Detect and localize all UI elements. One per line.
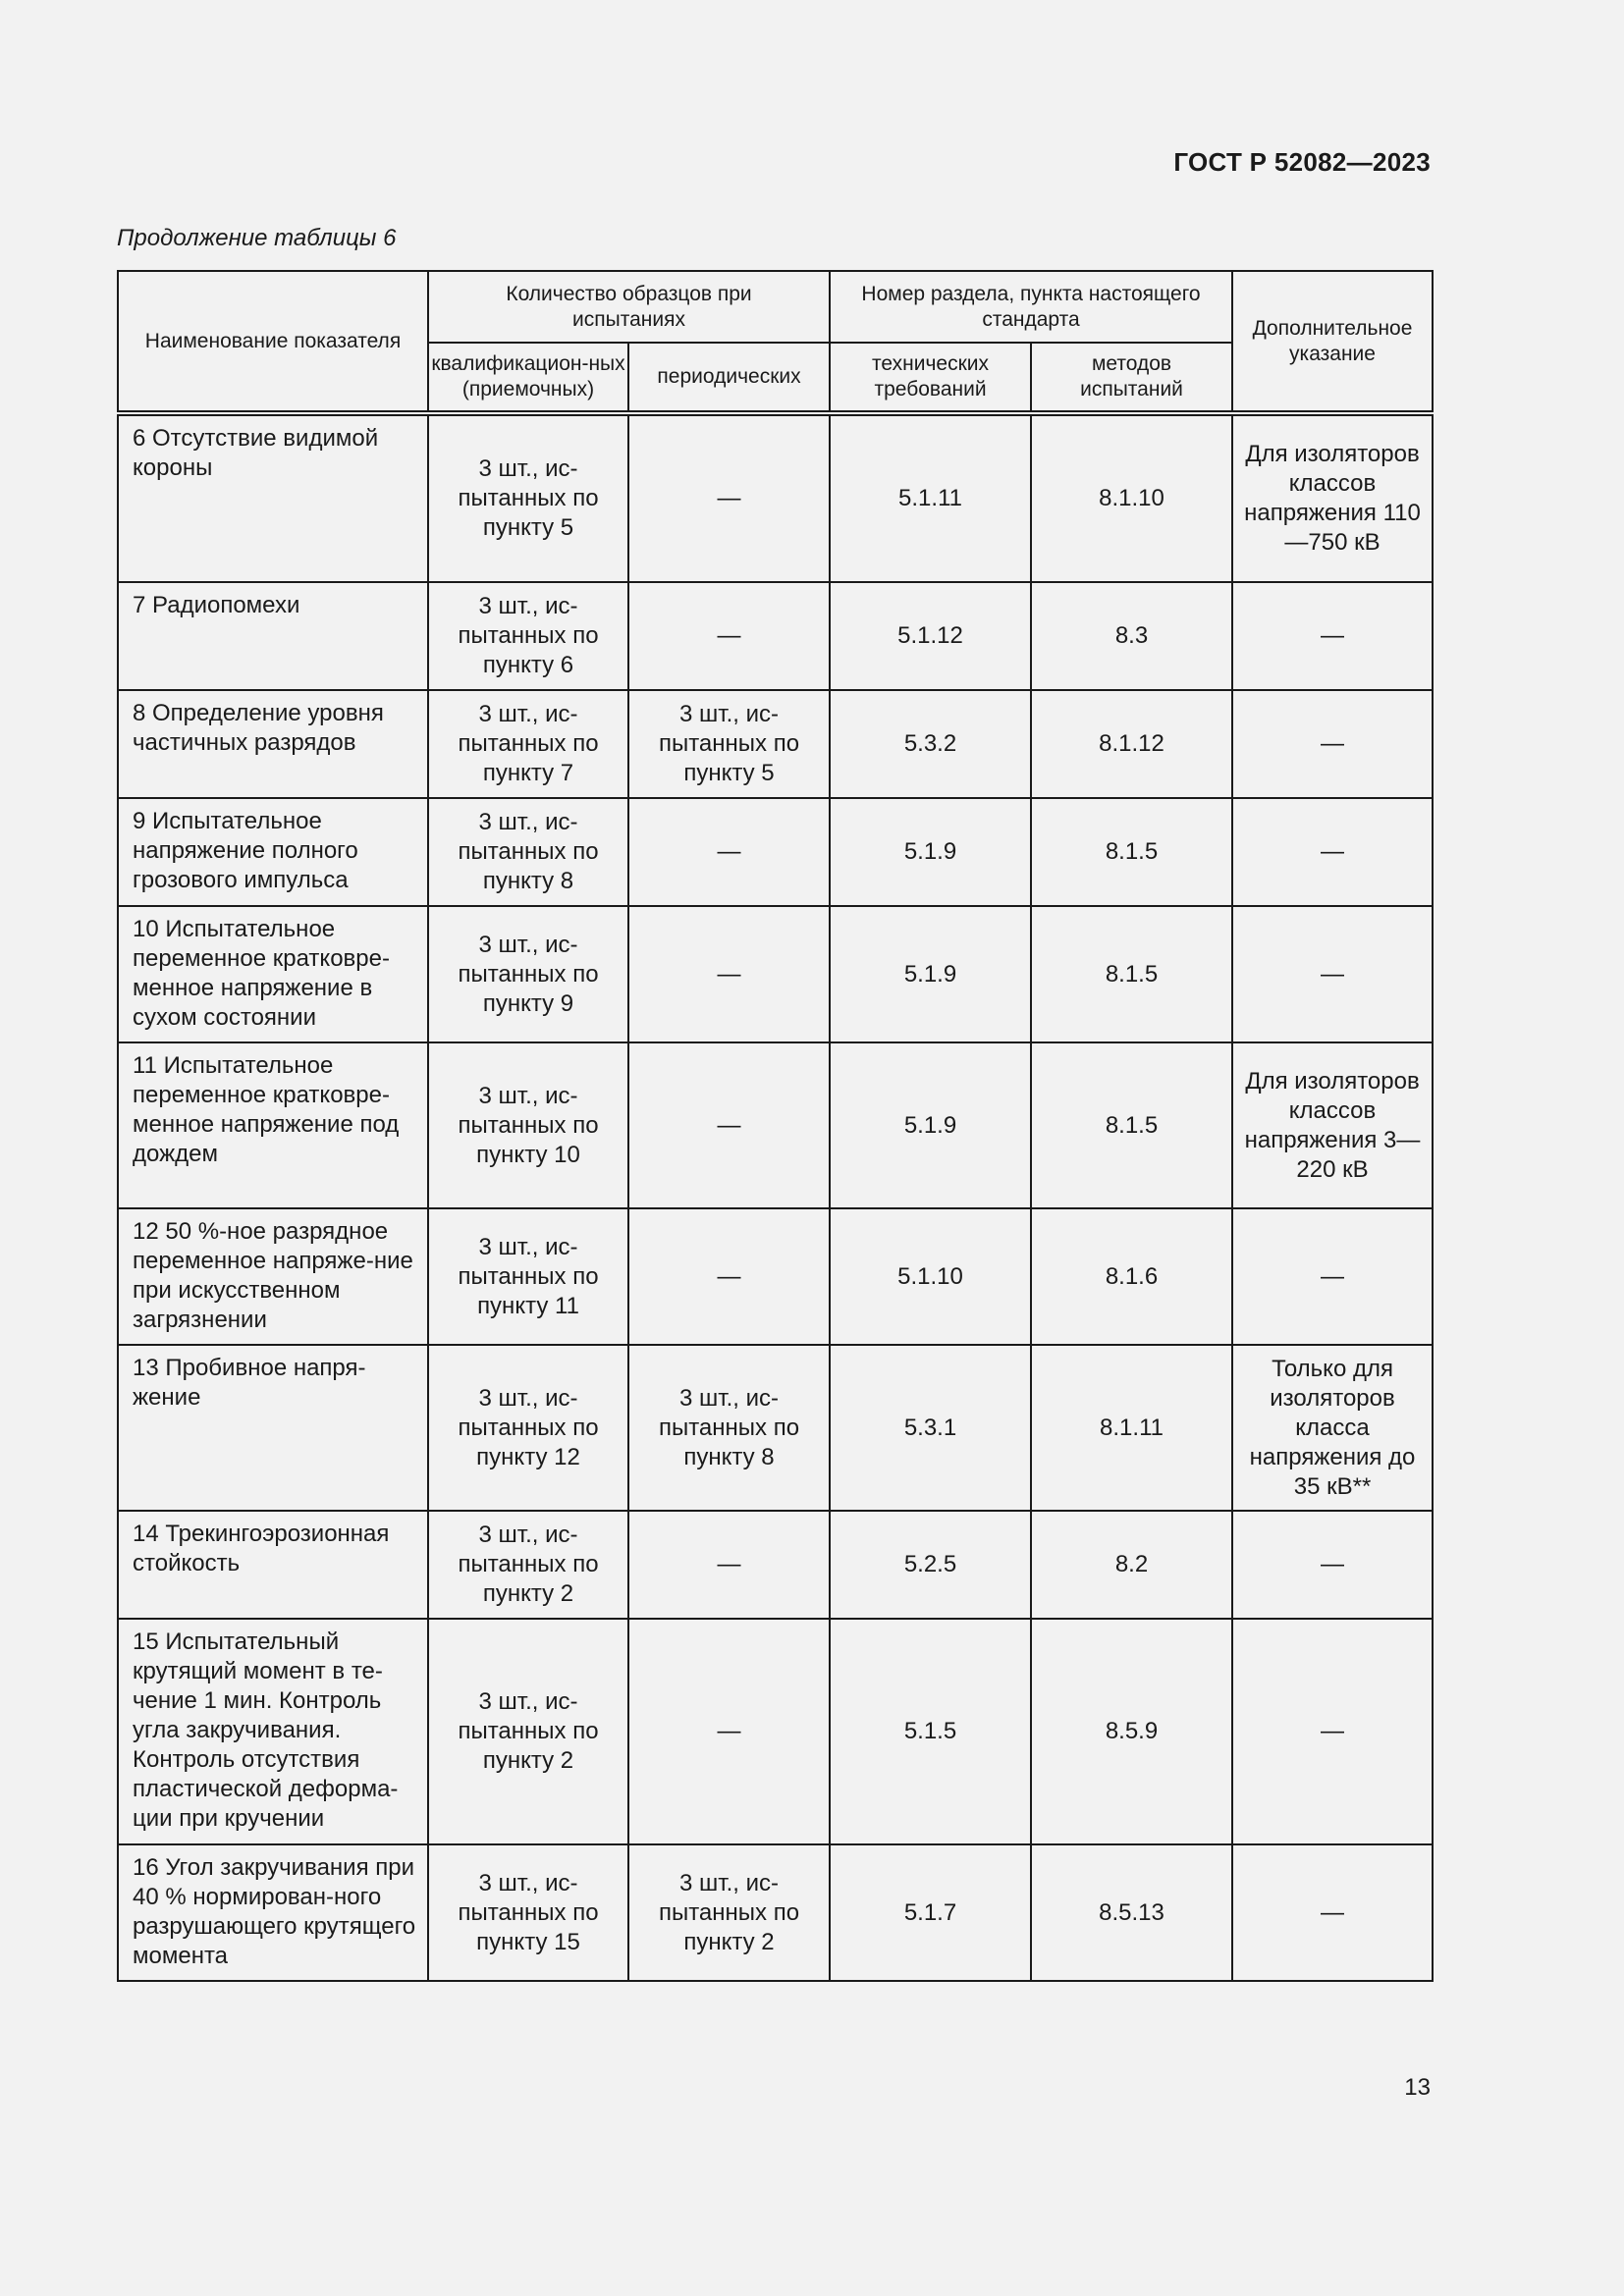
test-method-cell: 8.1.12 — [1031, 690, 1232, 798]
table-row — [118, 1619, 1433, 1844]
qualification-samples-cell: 3 шт., ис-пытанных по пункту 15 — [428, 1844, 628, 1981]
test-method-cell: 8.5.13 — [1031, 1844, 1232, 1981]
indicator-name-cell: 7 Радиопомехи — [118, 582, 428, 690]
periodic-samples-cell: — — [628, 798, 830, 906]
tech-requirements-cell: 5.3.1 — [830, 1345, 1031, 1511]
table-row — [118, 582, 1433, 690]
tech-requirements-cell: 5.1.7 — [830, 1844, 1031, 1981]
table-body — [118, 413, 1433, 1981]
qualification-samples-cell: 3 шт., ис-пытанных по пункту 7 — [428, 690, 628, 798]
table-row — [118, 1208, 1433, 1345]
tech-requirements-cell: 5.1.5 — [830, 1619, 1031, 1844]
header-sample-count: Количество образцов при испытаниях — [428, 271, 830, 343]
header-qualification: квалификацион-ных (приемочных) — [428, 343, 628, 413]
header-additional-note: Дополнительное указание — [1232, 271, 1433, 413]
periodic-samples-cell: — — [628, 906, 830, 1042]
test-method-cell: 8.1.5 — [1031, 906, 1232, 1042]
header-tech-requirements: технических требований — [830, 343, 1031, 413]
tech-requirements-cell: 5.1.9 — [830, 798, 1031, 906]
indicator-name-cell: 8 Определение уровня частичных разрядов — [118, 690, 428, 798]
page-number: 13 — [1404, 2074, 1431, 2101]
tech-requirements-cell: 5.1.9 — [830, 1042, 1031, 1208]
additional-note-cell: — — [1232, 690, 1433, 798]
periodic-samples-cell: — — [628, 582, 830, 690]
qualification-samples-cell: 3 шт., ис-пытанных по пункту 12 — [428, 1345, 628, 1511]
additional-note-cell: — — [1232, 1844, 1433, 1981]
periodic-samples-cell: — — [628, 1511, 830, 1619]
header-section-number: Номер раздела, пункта настоящего стандарта — [830, 271, 1232, 343]
additional-note-cell: Для изоляторов классов напряжения 3—220 кВ — [1232, 1042, 1433, 1208]
tech-requirements-cell: 5.2.5 — [830, 1511, 1031, 1619]
test-method-cell: 8.1.10 — [1031, 413, 1232, 582]
tech-requirements-cell: 5.1.12 — [830, 582, 1031, 690]
qualification-samples-cell: 3 шт., ис-пытанных по пункту 2 — [428, 1619, 628, 1844]
indicator-name-cell: 15 Испытательный крутящий момент в те-чение 1 мин. Контроль угла закручивания. Контроль отсутствия пластической деформа-ции при кручении — [118, 1619, 428, 1844]
table-row — [118, 1844, 1433, 1981]
additional-note-cell: — — [1232, 1511, 1433, 1619]
test-method-cell: 8.1.5 — [1031, 798, 1232, 906]
qualification-samples-cell: 3 шт., ис-пытанных по пункту 5 — [428, 413, 628, 582]
qualification-samples-cell: 3 шт., ис-пытанных по пункту 6 — [428, 582, 628, 690]
header-indicator-name: Наименование показателя — [118, 271, 428, 413]
qualification-samples-cell: 3 шт., ис-пытанных по пункту 10 — [428, 1042, 628, 1208]
tech-requirements-cell: 5.1.11 — [830, 413, 1031, 582]
table-row — [118, 798, 1433, 906]
tech-requirements-cell: 5.1.10 — [830, 1208, 1031, 1345]
additional-note-cell: — — [1232, 798, 1433, 906]
indicator-name-cell: 9 Испытательное напряжение полного грозового импульса — [118, 798, 428, 906]
header-periodic: периодических — [628, 343, 830, 413]
additional-note-cell: — — [1232, 906, 1433, 1042]
periodic-samples-cell: 3 шт., ис-пытанных по пункту 2 — [628, 1844, 830, 1981]
additional-note-cell: Для изоляторов классов напряжения 110—750 кВ — [1232, 413, 1433, 582]
qualification-samples-cell: 3 шт., ис-пытанных по пункту 11 — [428, 1208, 628, 1345]
indicator-name-cell: 10 Испытательное переменное кратковре-менное напряжение в сухом состоянии — [118, 906, 428, 1042]
qualification-samples-cell: 3 шт., ис-пытанных по пункту 8 — [428, 798, 628, 906]
indicator-name-cell: 11 Испытательное переменное кратковре-менное напряжение под дождем — [118, 1042, 428, 1208]
test-method-cell: 8.5.9 — [1031, 1619, 1232, 1844]
periodic-samples-cell: 3 шт., ис-пытанных по пункту 8 — [628, 1345, 830, 1511]
table-continuation-label: Продолжение таблицы 6 — [117, 225, 397, 251]
table-row — [118, 1042, 1433, 1208]
test-method-cell: 8.2 — [1031, 1511, 1232, 1619]
test-method-cell: 8.1.6 — [1031, 1208, 1232, 1345]
table-header — [118, 271, 1433, 413]
periodic-samples-cell: — — [628, 1042, 830, 1208]
document-code: ГОСТ Р 52082—2023 — [1173, 147, 1431, 177]
indicator-name-cell: 12 50 %-ное разрядное переменное напряже-ние при искусственном загрязнении — [118, 1208, 428, 1345]
periodic-samples-cell: — — [628, 1619, 830, 1844]
indicator-name-cell: 6 Отсутствие видимой короны — [118, 413, 428, 582]
qualification-samples-cell: 3 шт., ис-пытанных по пункту 9 — [428, 906, 628, 1042]
table-row — [118, 690, 1433, 798]
specification-table — [117, 270, 1434, 1982]
indicator-name-cell: 14 Трекингоэрозионная стойкость — [118, 1511, 428, 1619]
indicator-name-cell: 16 Угол закручивания при 40 % нормирован-ного разрушающего крутящего момента — [118, 1844, 428, 1981]
test-method-cell: 8.3 — [1031, 582, 1232, 690]
table-row — [118, 1511, 1433, 1619]
test-method-cell: 8.1.5 — [1031, 1042, 1232, 1208]
qualification-samples-cell: 3 шт., ис-пытанных по пункту 2 — [428, 1511, 628, 1619]
header-test-methods: методов испытаний — [1031, 343, 1232, 413]
indicator-name-cell: 13 Пробивное напря-жение — [118, 1345, 428, 1511]
tech-requirements-cell: 5.1.9 — [830, 906, 1031, 1042]
tech-requirements-cell: 5.3.2 — [830, 690, 1031, 798]
table-row — [118, 906, 1433, 1042]
table-row — [118, 413, 1433, 582]
test-method-cell: 8.1.11 — [1031, 1345, 1232, 1511]
additional-note-cell: — — [1232, 1208, 1433, 1345]
additional-note-cell: — — [1232, 582, 1433, 690]
additional-note-cell: — — [1232, 1619, 1433, 1844]
periodic-samples-cell: 3 шт., ис-пытанных по пункту 5 — [628, 690, 830, 798]
table-row — [118, 1345, 1433, 1511]
periodic-samples-cell: — — [628, 1208, 830, 1345]
additional-note-cell: Только для изоляторов класса напряжения до 35 кВ** — [1232, 1345, 1433, 1511]
periodic-samples-cell: — — [628, 413, 830, 582]
